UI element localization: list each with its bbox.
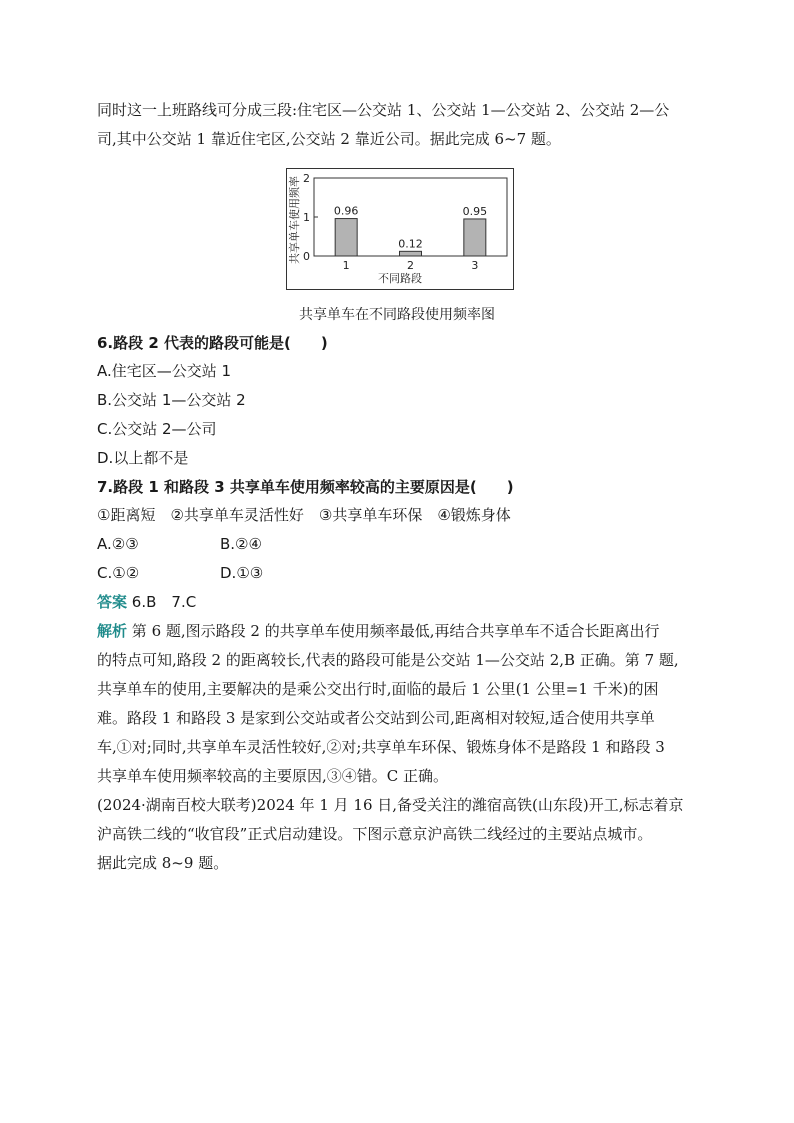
bar-segment-3 bbox=[464, 219, 486, 256]
answer-text: 6.B 7.C bbox=[131, 593, 197, 611]
analysis-line-3: 共享单车的使用,主要解决的是乘公交出行时,面临的最后 1 公里(1 公里=1 千米)的困 bbox=[97, 680, 659, 698]
next-intro-line-3: 据此完成 8~9 题。 bbox=[97, 854, 229, 872]
bar-value-label: 0.95 bbox=[462, 204, 488, 218]
q7-option-a[interactable]: A.②③ bbox=[97, 535, 139, 553]
q6-option-d[interactable]: D.以上都不是 bbox=[97, 449, 189, 467]
next-intro-line-2: 沪高铁二线的“收官段”正式启动建设。下图示意京沪高铁二线经过的主要站点城市。 bbox=[97, 825, 653, 843]
bar-chart-svg bbox=[286, 168, 514, 290]
intro-line-2: 司,其中公交站 1 靠近住宅区,公交站 2 靠近公司。据此完成 6~7 题。 bbox=[97, 130, 561, 148]
intro-line-1: 同时这一上班路线可分成三段:住宅区—公交站 1、公交站 1—公交站 2、公交站 2—公 bbox=[97, 101, 670, 119]
x-tick-label: 1 bbox=[342, 259, 350, 272]
analysis-line-1 bbox=[97, 621, 660, 641]
chart-caption: 共享单车在不同路段使用频率图 bbox=[299, 307, 495, 323]
bar-segment-1 bbox=[335, 219, 357, 256]
bar-value-label: 0.12 bbox=[398, 237, 423, 251]
x-axis-label: 不同路段 bbox=[378, 272, 422, 285]
q7-option-row-1 bbox=[97, 534, 262, 554]
q7-option-row-2 bbox=[97, 563, 264, 583]
answer-label: 答案 bbox=[97, 593, 128, 611]
next-intro-line-1: (2024·湖南百校大联考)2024 年 1 月 16 日,备受关注的潍宿高铁(山东段)开工,标志着京 bbox=[97, 796, 684, 814]
analysis-label: 解析 bbox=[97, 622, 128, 640]
analysis-line-2: 的特点可知,路段 2 的距离较长,代表的路段可能是公交站 1—公交站 2,B 正确。第 7 题, bbox=[97, 651, 679, 669]
q6-option-a[interactable]: A.住宅区—公交站 1 bbox=[97, 362, 232, 380]
bar-segment-2 bbox=[400, 251, 422, 256]
y-tick-label: 2 bbox=[303, 172, 310, 185]
q6-stem-text: 6.路段 2 代表的路段可能是( ) bbox=[97, 334, 328, 352]
q7-stem bbox=[97, 477, 514, 497]
x-tick-label: 3 bbox=[471, 259, 479, 272]
q7-option-d[interactable]: D.①③ bbox=[220, 564, 264, 582]
analysis-line-4: 难。路段 1 和路段 3 是家到公交站或者公交站到公司,距离相对较短,适合使用共享单 bbox=[97, 709, 655, 727]
q7-option-b[interactable]: B.②④ bbox=[220, 535, 262, 553]
analysis-line-5: 车,①对;同时,共享单车灵活性较好,②对;共享单车环保、锻炼身体不是路段 1 和路段 3 bbox=[97, 738, 665, 756]
y-axis-label: 共享单车使用频率 bbox=[288, 176, 301, 264]
q7-stem-text: 7.路段 1 和路段 3 共享单车使用频率较高的主要原因是( ) bbox=[97, 478, 514, 496]
bar-chart bbox=[286, 168, 514, 290]
bar-value-label: 0.96 bbox=[333, 204, 359, 218]
analysis-text-1: 第 6 题,图示路段 2 的共享单车使用频率最低,再结合共享单车不适合长距离出行 bbox=[131, 622, 660, 640]
y-tick-label: 0 bbox=[303, 250, 310, 263]
answer-line bbox=[97, 592, 196, 612]
q7-option-c[interactable]: C.①② bbox=[97, 564, 140, 582]
q7-items: ①距离短 ②共享单车灵活性好 ③共享单车环保 ④锻炼身体 bbox=[97, 506, 511, 524]
y-tick-label: 1 bbox=[303, 211, 310, 224]
q6-stem bbox=[97, 333, 328, 353]
q6-option-c[interactable]: C.公交站 2—公司 bbox=[97, 420, 217, 438]
x-tick-label: 2 bbox=[407, 259, 414, 272]
analysis-line-6: 共享单车使用频率较高的主要原因,③④错。C 正确。 bbox=[97, 767, 449, 785]
q6-option-b[interactable]: B.公交站 1—公交站 2 bbox=[97, 391, 246, 409]
